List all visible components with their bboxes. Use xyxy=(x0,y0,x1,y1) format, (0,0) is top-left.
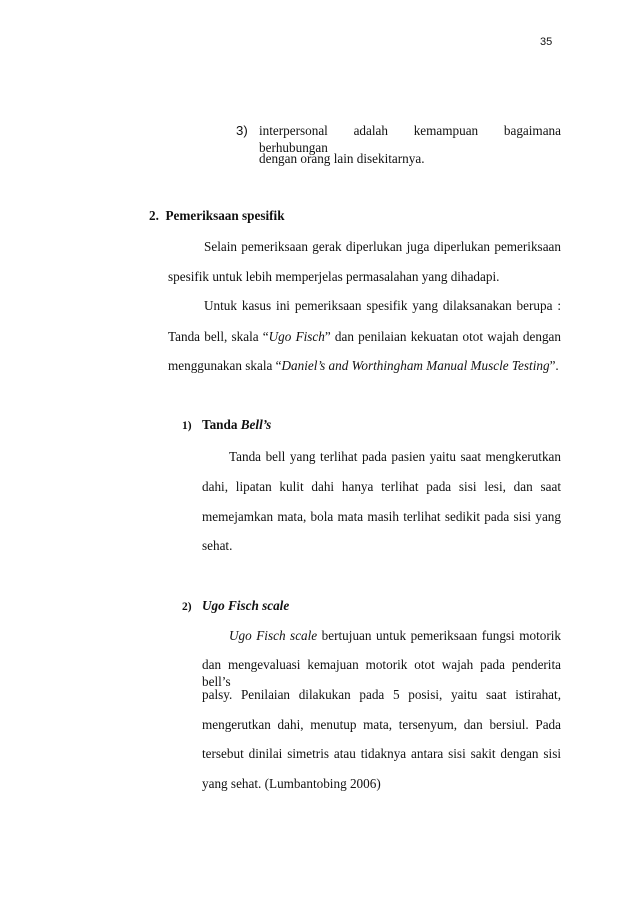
sub-marker-1: 1) xyxy=(182,420,192,432)
sub1-line-1: Tanda bell yang terlihat pada pasien yaitu saat mengkerutkan xyxy=(229,449,561,464)
item3-line-2: dengan orang lain disekitarnya. xyxy=(259,151,425,166)
text-run: Tanda bell, skala “ xyxy=(168,329,269,344)
sub2-line-2: dan mengevaluasi kemajuan motorik otot wajah pada penderita bell’s xyxy=(202,657,561,689)
paragraph-2-line-3 xyxy=(168,357,559,374)
italic-term-bells: Bell’s xyxy=(240,417,272,432)
text-run: ”. xyxy=(549,358,559,373)
sub2-line-1 xyxy=(229,627,561,644)
sub-heading-1 xyxy=(202,416,271,433)
sub2-line-3: palsy. Penilaian dilakukan pada 5 posisi, yaitu saat istirahat, xyxy=(202,687,561,702)
sub2-line-4: mengerutkan dahi, menutup mata, tersenyum, dan bersiul. Pada xyxy=(202,717,561,732)
sub-heading-2: Ugo Fisch scale xyxy=(202,598,290,613)
sub1-line-2: dahi, lipatan kulit dahi hanya terlihat pada sisi lesi, dan saat xyxy=(202,479,561,494)
text-run: menggunakan skala “ xyxy=(168,358,282,373)
sub2-line-6: yang sehat. (Lumbantobing 2006) xyxy=(202,776,381,791)
paragraph-2-line-1: Untuk kasus ini pemeriksaan spesifik yang dilaksanakan berupa : xyxy=(204,298,561,313)
paragraph-1-line-2: spesifik untuk lebih memperjelas permasalahan yang dihadapi. xyxy=(168,269,500,284)
sub2-line-5: tersebut dinilai simetris atau tidaknya antara sisi sakit dengan sisi xyxy=(202,746,561,761)
list-marker-3: 3) xyxy=(236,123,248,138)
paragraph-1-line-1: Selain pemeriksaan gerak diperlukan juga diperlukan pemeriksaan xyxy=(204,239,561,254)
italic-term-ugo-fisch: Ugo Fisch xyxy=(268,329,325,344)
section-heading: 2. Pemeriksaan spesifik xyxy=(149,208,285,223)
sub1-line-3: memejamkan mata, bola mata masih terlihat sedikit pada sisi yang xyxy=(202,509,561,524)
sub1-line-4: sehat. xyxy=(202,538,233,553)
item3-line-1: interpersonal adalah kemampuan bagaimana berhubungan xyxy=(259,123,561,155)
page-number: 35 xyxy=(540,36,553,48)
text-run: bertujuan untuk pemeriksaan fungsi motorik xyxy=(317,628,561,643)
text-run: ” dan penilaian kekuatan otot wajah dengan xyxy=(324,329,561,344)
italic-term-ugo-fisch-scale: Ugo Fisch scale xyxy=(229,628,318,643)
paragraph-2-line-2 xyxy=(168,328,561,345)
italic-term-mmt: Daniel’s and Worthingham Manual Muscle Testing xyxy=(281,358,550,373)
sub-marker-2: 2) xyxy=(182,601,192,613)
text-run: Tanda xyxy=(202,417,241,432)
